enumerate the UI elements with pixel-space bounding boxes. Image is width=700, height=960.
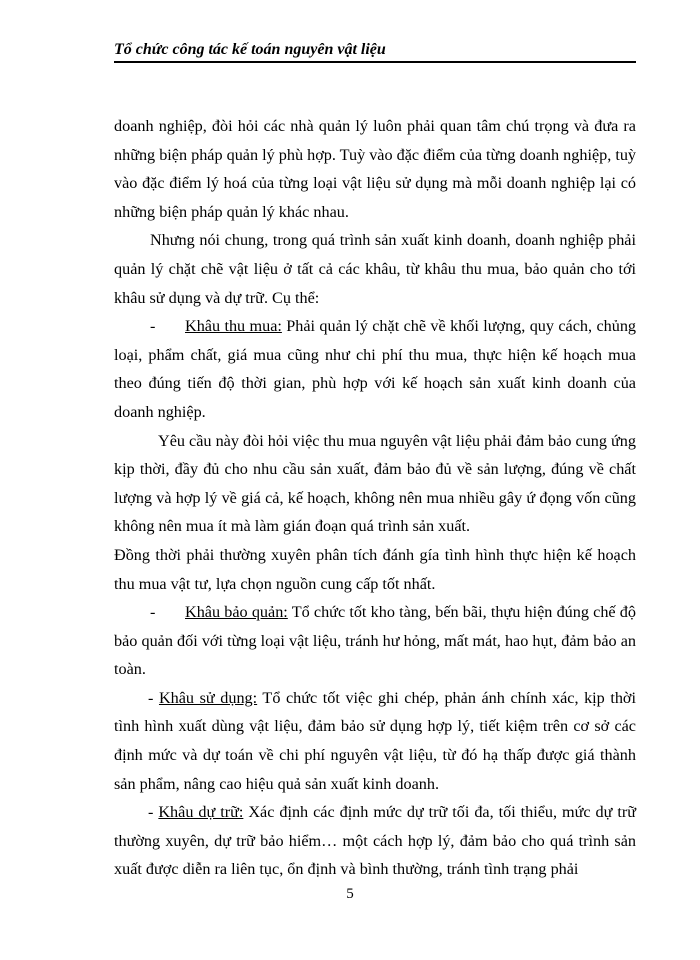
bullet-dash: -: [150, 317, 156, 336]
paragraph-1: doanh nghiệp, đòi hỏi các nhà quản lý luôn phải quan tâm chú trọng và đưa ra những biện pháp quản lý phù hợp. Tuỳ vào đặc điểm của từng doanh nghiệp, tuỳ vào đặc điểm lý hoá của từng loại vật liệu sử dụng mà mỗi doanh nghiệp lại có những biện pháp quản lý khác nhau.: [114, 117, 637, 221]
paragraph-purchasing: [114, 312, 636, 426]
paragraph-storage: [114, 598, 636, 684]
paragraph-requirements: Yêu cầu này đòi hỏi việc thu mua nguyên vật liệu phải đảm bảo cung ứng kịp thời, đầy đủ cho nhu cầu sản xuất, đảm bảo đủ về sản lượng, đúng về chất lượng và hợp lý về giá cả, kế hoạch, không nên mua nhiều gây ứ đọng vốn cũng không nên mua ít mà làm gián đoạn quá trình sản xuất.: [114, 431, 636, 536]
reserve-text: Xác định các định mức dự trữ tối đa, tối thiểu, mức dự trữ thường xuyên, dự trữ bảo hiểm… một cách hợp lý, đảm bảo cho quá trình sản xuất được diễn ra liên tục, ổn định và bình thường, tránh tình trạng phải: [114, 803, 637, 879]
bullet-dash: -: [150, 603, 156, 622]
purchasing-label: Khâu thu mua:: [185, 317, 282, 336]
reserve-label: Khâu dự trữ:: [158, 803, 244, 822]
header-title: Tổ chức công tác kế toán nguyên vật liệu: [114, 41, 386, 58]
paragraph-usage: [114, 684, 636, 798]
document-body: [114, 112, 636, 884]
usage-prefix: -: [148, 688, 159, 707]
paragraph-reserve: [114, 798, 636, 884]
storage-label: Khâu bảo quản:: [185, 603, 288, 622]
paragraph-analysis: Đồng thời phải thường xuyên phân tích đánh gía tình hình thực hiện kế hoạch thu mua vật tư, lựa chọn nguồn cung cấp tốt nhất.: [114, 545, 636, 593]
storage-text: Tổ chức tốt kho tàng, bến bãi, thựu hiện đúng chế độ bảo quản đối với từng loại vật liệu, tránh hư hỏng, mất mát, hao hụt, đảm bảo an toàn.: [114, 603, 636, 679]
page-number: 5: [346, 886, 354, 902]
paragraph-2: Nhưng nói chung, trong quá trình sản xuất kinh doanh, doanh nghiệp phải quản lý chặt chẽ vật liệu ở tất cả các khâu, từ khâu thu mua, bảo quản cho tới khâu sử dụng và dự trữ. Cụ thể:: [114, 231, 636, 307]
header-rule: [114, 61, 636, 63]
reserve-prefix: -: [148, 803, 159, 822]
usage-label: Khâu sử dụng:: [158, 688, 258, 707]
purchasing-text: Phải quản lý chặt chẽ về khối lượng, quy cách, chủng loại, phẩm chất, giá mua cũng như chi phí thu mua, thực hiện kế hoạch mua theo đúng tiến độ thời gian, phù hợp với kế hoạch sản xuất kinh doanh của doanh nghiệp.: [114, 317, 637, 421]
usage-text: Tổ chức tốt việc ghi chép, phản ánh chính xác, kịp thời tình hình xuất dùng vật liệu, đảm bảo sử dụng hợp lý, tiết kiệm trên cơ sở các định mức và dự toán về chi phí nguyên vật liệu, từ đó hạ thấp được giá thành sản phẩm, nâng cao hiệu quả sản xuất kinh doanh.: [114, 688, 636, 793]
page-header: [114, 40, 636, 60]
